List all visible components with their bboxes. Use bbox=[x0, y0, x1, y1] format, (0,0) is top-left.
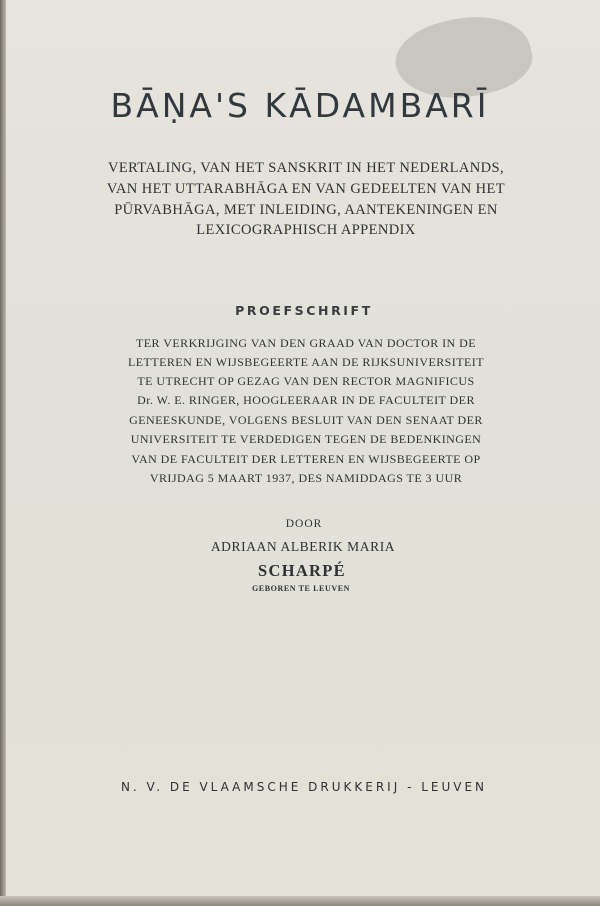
subtitle-line-3: PŪRVABHĀGA, MET INLEIDING, AANTEKENINGEN EN bbox=[114, 202, 498, 218]
body-line-3: TE UTRECHT OP GEZAG VAN DEN RECTOR MAGNIFICUS bbox=[137, 374, 475, 388]
body-line-7: VAN DE FACULTEIT DER LETTEREN EN WIJSBEGEERTE OP bbox=[131, 452, 481, 466]
birthplace-note: GEBOREN TE LEUVEN bbox=[251, 584, 351, 593]
cover-bottom-edge bbox=[0, 896, 600, 906]
body-line-5: GENEESKUNDE, VOLGENS BESLUIT VAN DEN SENAAT DER bbox=[129, 413, 483, 427]
body-line-1: TER VERKRIJGING VAN DEN GRAAD VAN DOCTOR IN DE bbox=[135, 336, 477, 350]
publisher-imprint: N. V. DE VLAAMSCHE DRUKKERIJ - LEUVEN bbox=[120, 780, 488, 794]
book-title: BĀṆA'S KĀDAMBARĪ bbox=[110, 86, 490, 125]
subtitle-line-1: VERTALING, VAN HET SANSKRIT IN HET NEDERLANDS, bbox=[107, 160, 505, 176]
by-label: DOOR bbox=[285, 518, 323, 530]
body-line-6: UNIVERSITEIT TE VERDEDIGEN TEGEN DE BEDENKINGEN bbox=[130, 432, 482, 446]
body-line-8: VRIJDAG 5 MAART 1937, DES NAMIDDAGS TE 3 UUR bbox=[149, 471, 463, 485]
body-line-4: Dr. W. E. RINGER, HOOGLEERAAR IN DE FACULTEIT DER bbox=[137, 393, 475, 407]
subtitle-line-2: VAN HET UTTARABHĀGA EN VAN GEDEELTEN VAN HET bbox=[106, 181, 506, 197]
body-line-2: LETTEREN EN WIJSBEGEERTE AAN DE RIJKSUNIVERSITEIT bbox=[127, 355, 485, 369]
author-given-names: ADRIAAN ALBERIK MARIA bbox=[210, 539, 396, 554]
author-surname: SCHARPÉ bbox=[258, 561, 346, 580]
document-type-heading: PROEFSCHRIFT bbox=[235, 303, 373, 318]
subtitle-line-4: LEXICOGRAPHISCH APPENDIX bbox=[196, 222, 416, 238]
